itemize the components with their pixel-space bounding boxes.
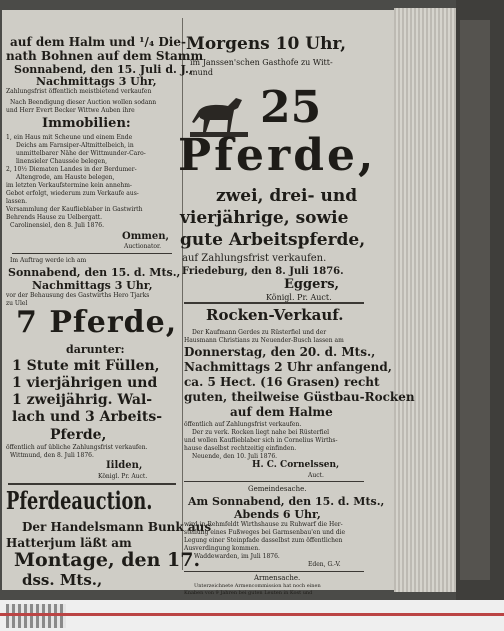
text-line: auf Zahlungsfrist verkaufen. [182, 253, 327, 264]
text-line: mund [190, 68, 214, 77]
text-line: Morgens 10 Uhr, [186, 34, 347, 54]
text-line: Montage, den 17. [14, 549, 201, 571]
text-line: Donnerstag, den 20. d. Mts., [184, 345, 376, 359]
text-line: Am Sonnabend, den 15. d. Mts., [188, 495, 385, 508]
text-line: auf dem Halme [230, 405, 333, 419]
signature-title: Auct. [308, 472, 324, 479]
text-line: Neuende, den 10. Juli 1876. [192, 453, 278, 460]
text-line: guten, theilweise Güstbau-Rocken [184, 390, 415, 404]
signature-title: Königl. Pr. Auct. [98, 473, 148, 480]
text-line: Nachmittags 3 Uhr, [36, 75, 157, 88]
text-line: Unterzeichnete Armencommission hat noch einen [194, 583, 321, 589]
text-line: Der zu verk. Rocken liegt nahe bei Rüsterfiel [192, 429, 330, 436]
text-line: 1 zweijährig. Wal- [12, 392, 153, 408]
text-line: öffentlich auf übliche Zahlungsfrist verkaufen. [6, 444, 148, 451]
text-line: zu Ulel [6, 300, 28, 307]
text-line: im letzten Verkaufstermine kein annehm- [6, 182, 132, 189]
text-line: Hausmann Christians zu Neuender-Busch lassen am [184, 337, 344, 344]
text-line: linensieler Chaussée belegen, [16, 158, 107, 165]
signature-title: Auctionator. [124, 243, 162, 250]
library-logo-icon [6, 604, 66, 628]
text-line: 1 vierjährigen und [12, 375, 158, 391]
text-line: Zahlungsfrist öffentlich meistbietend verkaufen [6, 88, 152, 95]
text-line: vor der Behausung des Gastwirths Hero Tjarks [6, 292, 150, 299]
text-line: Sonnabend, den 15. d. Mts., [8, 266, 181, 279]
text-line: Behrends Hause zu Uelbergatt. [6, 214, 103, 221]
signature-name: Ommen, [122, 231, 169, 242]
text-line: auf dem Halm und ¹/₄ Die- [10, 35, 186, 49]
footer-stripe [0, 613, 504, 616]
signature-name: Eden, G.-V. [308, 561, 341, 568]
text-line: unmittelbarer Nähe der Wittmunder-Caro- [16, 150, 146, 157]
text-line: dss. Mts., [22, 571, 103, 589]
heading-7-pferde: 7 Pferde, [16, 305, 178, 340]
text-line: 1 Stute mit Füllen, [12, 358, 160, 374]
text-line: vierjährige, sowie [180, 208, 349, 228]
text-line: Friedeburg, den 8. Juli 1876. [182, 266, 344, 277]
heading-rocken-verkauf: Rocken-Verkauf. [206, 306, 344, 324]
text-line: im Janssen'schen Gasthofe zu Witt- [190, 58, 333, 67]
text-line: darunter: [66, 343, 125, 356]
heading-pferdeauction: Pferdeauction. [6, 486, 153, 515]
divider [184, 481, 364, 482]
text-line: Sonnabend, den 15. Juli d. J., [14, 63, 193, 76]
heading-immobilien: Immobilien: [42, 116, 131, 131]
text-line: Nachmittags 3 Uhr, [32, 279, 153, 292]
heading-25: 25 [260, 82, 322, 133]
divider [184, 302, 364, 304]
text-line: Im Auftrag werde ich am [10, 257, 87, 264]
text-line: 2, 10½ Diematen Landes in der Berdumer- [6, 166, 137, 173]
text-line: zwei, drei- und [216, 186, 358, 206]
divider [184, 571, 364, 572]
text-line: Knaben von 9 Jahren bei guten Leuten in Kost und [184, 590, 313, 596]
text-line: und Herr Evert Becker Wittwe Auben ihre [6, 107, 135, 114]
text-line: Nachmittags 2 Uhr anfangend, [184, 360, 392, 374]
text-line: Ausverdingung kommen. [184, 545, 260, 552]
signature-title: Königl. Pr. Auct. [266, 293, 332, 302]
heading-armensache: Armensache. [254, 574, 301, 582]
text-line: Altengrode, am Hauste belegen, [16, 174, 115, 181]
signature-name: Iilden, [106, 460, 143, 471]
text-line: und wollen Kauflieblaber sich in Cornelius Wirths- [184, 437, 338, 444]
text-line: Abends 6 Uhr, [234, 508, 321, 521]
text-line: Carolinensiel, den 8. Juli 1876. [10, 222, 105, 229]
text-line: hause daselbst rechtzeitig einfinden. [184, 445, 297, 452]
text-line: öffentlich auf Zahlungsfrist verkaufen. [184, 421, 302, 428]
page-edges [394, 8, 456, 592]
text-line: Wittmund, den 8. Juli 1876. [10, 452, 94, 459]
signature-name: Eggers, [284, 277, 340, 292]
heading-pferde: Pferde, [178, 130, 377, 181]
text-line: gute Arbeitspferde, [180, 230, 366, 250]
text-line: Legung einer Steinpfade dasselbst zum öffentlichen [184, 537, 343, 544]
text-line: lassen. [6, 198, 27, 205]
newspaper-page [2, 10, 415, 596]
text-line: lach und 3 Arbeits- [12, 409, 163, 425]
text-line: Deichs am Farnsiper-Altmittelbeich, in [16, 142, 134, 149]
text-line: wird in Rehmfeldt Wirthshause zu Ruhwarf die Her- [184, 521, 343, 528]
text-line: Der Kaufmann Gerdes zu Rüsterfiel und der [192, 329, 327, 336]
book-spine-shadow [460, 20, 490, 580]
text-line: nath Bohnen auf dem Stamm [6, 49, 204, 63]
heading-gemeindesache: Gemeindesache. [248, 485, 307, 493]
text-line: Nach Beendigung dieser Auction wollen sodann [10, 99, 157, 106]
text-line: stellung eines Fußweges bei Garmsenbau'en und die [184, 529, 346, 536]
text-line: Gebot erfolgt, wiederum zum Verkaufe aus- [6, 190, 139, 197]
text-line: Pferde, [50, 427, 107, 443]
divider [12, 253, 172, 254]
column-separator [182, 18, 183, 570]
text-line: Versammlung der Kauflieblaber in Gastwirth [6, 206, 143, 213]
divider [8, 483, 176, 485]
text-line: Der Handelsmann Bunk aus [22, 520, 212, 534]
text-line: Waddewarden, im Juli 1876. [194, 553, 280, 560]
text-line: 1, ein Haus mit Scheune und einem Ende [6, 134, 133, 141]
signature-name: H. C. Cornelssen, [252, 460, 340, 470]
text-line: ca. 5 Hect. (16 Grasen) recht [184, 375, 380, 389]
text-line: Hatterjum läßt am [6, 536, 132, 550]
